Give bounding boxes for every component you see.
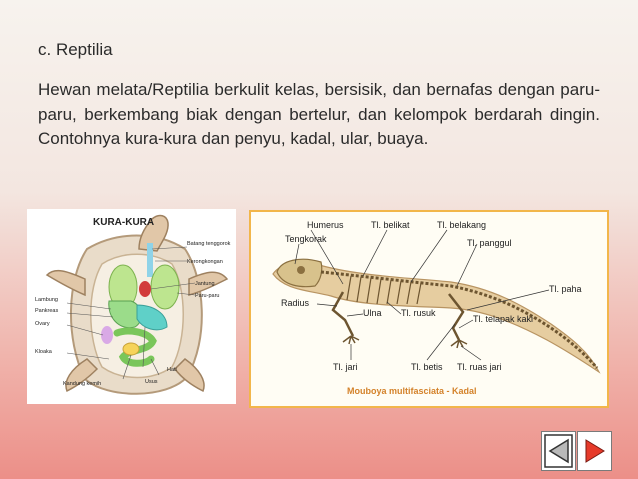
label-usus: Usus (145, 379, 158, 385)
slide-title: c. Reptilia (38, 40, 113, 59)
label-kandung-kemih: Kandung kemih (63, 381, 102, 387)
triangle-left-icon (542, 432, 575, 470)
label-lambung: Lambung (35, 297, 58, 303)
label-tl-panggul: Tl. panggul (467, 238, 512, 248)
label-hati: Hati (167, 367, 177, 373)
label-kloaka: Kloaka (35, 349, 52, 355)
label-tengkorak: Tengkorak (285, 234, 327, 244)
label-ulna: Ulna (363, 308, 382, 318)
triangle-right-icon (578, 432, 611, 470)
label-tl-paha: Tl. paha (549, 284, 582, 294)
previous-slide-button[interactable] (541, 431, 576, 471)
next-slide-button[interactable] (577, 431, 612, 471)
label-jantung: Jantung (195, 281, 215, 287)
label-paru-paru: Paru-paru (195, 293, 220, 299)
label-tl-ruas-jari: Tl. ruas jari (457, 362, 502, 372)
label-tl-belikat: Tl. belikat (371, 220, 410, 230)
turtle-figure-title: KURA-KURA (93, 217, 155, 228)
label-tl-telapak-kaki: Tl. telapak kaki (473, 314, 534, 324)
label-radius: Radius (281, 298, 310, 308)
label-tl-rusuk: Tl. rusuk (401, 308, 436, 318)
lizard-skeleton-illustration (251, 212, 607, 406)
label-tl-jari: Tl. jari (333, 362, 358, 372)
label-humerus: Humerus (307, 220, 344, 230)
turtle-anatomy-illustration (27, 209, 236, 404)
label-pankreas: Pankreas (35, 308, 59, 314)
label-tl-belakang: Tl. belakang (437, 220, 487, 230)
label-ovary: Ovary (35, 321, 50, 327)
label-tl-betis: Tl. betis (411, 362, 443, 372)
lizard-figure-caption: Mouboya multifasciata - Kadal (347, 386, 477, 396)
turtle-anatomy-figure (27, 209, 236, 404)
label-kerongkongan: Kerongkongan (187, 259, 223, 265)
slide-body-text: Hewan melata/Reptilia berkulit kelas, bersisik, dan bernafas dengan paru-paru, berkembang biak dengan bertelur, dan kelompok berdarah dingin. Contohnya kura-kura dan penyu, kadal, ular, buaya. (38, 80, 600, 148)
label-batang-tenggorok: Batang tenggorok (187, 241, 231, 247)
lizard-skeleton-figure (249, 210, 609, 408)
